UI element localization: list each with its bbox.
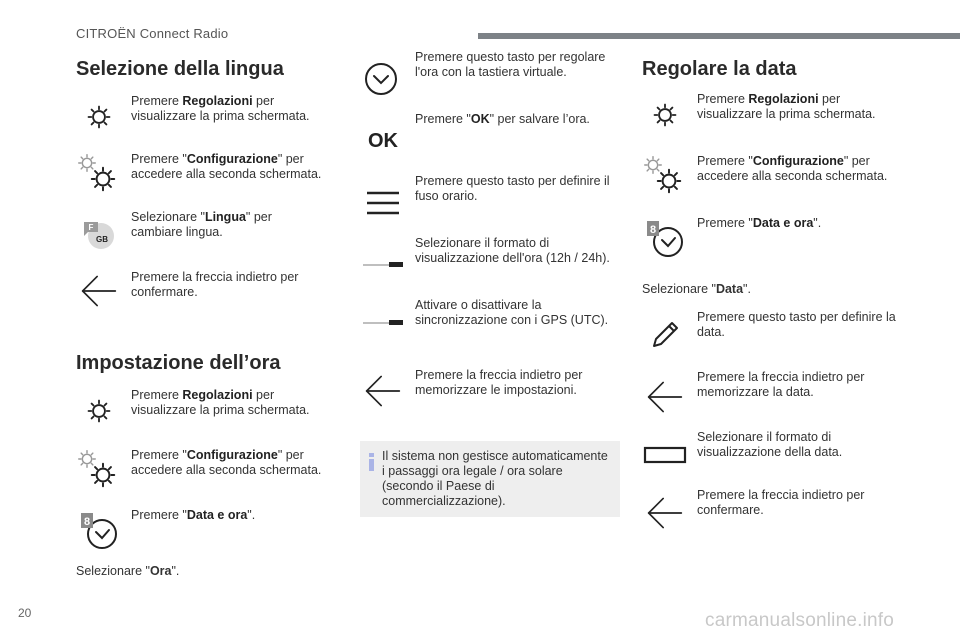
page-number: 20 <box>18 606 32 620</box>
chevron-down-icon[interactable] <box>358 56 404 102</box>
step-timezone: Premere questo tasto per definire il fuso orario. <box>360 174 622 236</box>
info-icon <box>367 453 376 471</box>
step-back-confirm: Premere la freccia indietro per confermare. <box>76 270 326 352</box>
header-title: CITROËN Connect Radio <box>76 26 229 41</box>
gear-icon[interactable] <box>642 92 688 138</box>
svg-text:8: 8 <box>83 516 91 528</box>
step-back-save: Premere la freccia indietro per memorizzare le impostazioni. <box>360 368 622 428</box>
step-date-format: Selezionare il formato di visualizzazione della data. <box>642 430 902 488</box>
step-time-format: Selezionare il formato di visualizzazione dell'ora (12h / 24h). <box>360 236 622 298</box>
step-back-confirm-date: Premere la freccia indietro per confermare. <box>642 488 902 538</box>
step-ok: OK Premere "OK" per salvare l’ora. <box>360 112 622 174</box>
column-language-time <box>76 58 326 579</box>
step-configuration: Premere "Configurazione" per accedere alla seconda schermata. <box>76 152 326 210</box>
double-gear-icon[interactable] <box>76 152 122 198</box>
pencil-icon[interactable] <box>642 312 688 358</box>
column-date <box>642 58 902 538</box>
svg-text:8: 8 <box>649 224 657 236</box>
select-date-text: Selezionare "Data". <box>642 282 751 296</box>
menu-icon[interactable] <box>360 180 406 226</box>
step-settings: Premere Regolazioni per visualizzare la prima schermata. <box>76 388 326 448</box>
step-settings: Premere Regolazioni per visualizzare la prima schermata. <box>642 92 902 154</box>
date-time-icon[interactable] <box>642 216 688 262</box>
select-time-text: Selezionare "Ora". <box>76 564 180 578</box>
step-date-time: 8 Premere "Data e ora". <box>642 216 902 278</box>
section-title-time: Impostazione dell’ora <box>76 352 281 374</box>
step-configuration: Premere "Configurazione" per accedere alla seconda schermata. <box>642 154 902 216</box>
step-virtual-keyboard: Premere questo tasto per regolare l'ora con la tastiera virtuale. <box>360 50 622 112</box>
step-gps-sync: Attivare o disattivare la sincronizzazione con i GPS (UTC). <box>360 298 622 368</box>
step-language: F GB Selezionare "Lingua" per cambiare lingua. <box>76 210 326 270</box>
svg-text:GB: GB <box>96 235 108 244</box>
language-flag-icon[interactable] <box>76 210 122 256</box>
svg-text:F: F <box>88 223 94 232</box>
step-settings: Premere Regolazioni per visualizzare la prima schermata. <box>76 94 326 152</box>
date-time-icon[interactable] <box>76 508 122 554</box>
section-title-language: Selezione della lingua <box>76 58 284 80</box>
step-configuration: Premere "Configurazione" per accedere alla seconda schermata. <box>76 448 326 508</box>
double-gear-icon[interactable] <box>76 448 122 494</box>
back-arrow-icon[interactable] <box>76 268 122 314</box>
step-back-save-date: Premere la freccia indietro per memorizzare la data. <box>642 370 902 430</box>
double-gear-icon[interactable] <box>642 154 688 200</box>
info-note: Il sistema non gestisce automaticamente i passaggi ora legale / ora solare (secondo il Paese di commercializzazione). <box>360 441 620 517</box>
section-title-date: Regolare la data <box>642 58 797 80</box>
back-arrow-icon[interactable] <box>360 368 406 414</box>
step-date-time: 8 Premere "Data e ora". <box>76 508 326 564</box>
toggle-icon[interactable] <box>360 300 406 346</box>
watermark: carmanualsonline.info <box>705 610 895 631</box>
ok-icon[interactable]: OK <box>368 129 398 152</box>
column-time-settings <box>360 50 622 428</box>
gear-icon[interactable] <box>76 388 122 434</box>
step-define-date: Premere questo tasto per definire la data. <box>642 310 902 370</box>
header-bar <box>478 33 960 39</box>
format-box-icon[interactable] <box>642 432 688 478</box>
gear-icon[interactable] <box>76 94 122 140</box>
back-arrow-icon[interactable] <box>642 374 688 420</box>
back-arrow-icon[interactable] <box>642 490 688 536</box>
toggle-icon[interactable] <box>360 242 406 288</box>
